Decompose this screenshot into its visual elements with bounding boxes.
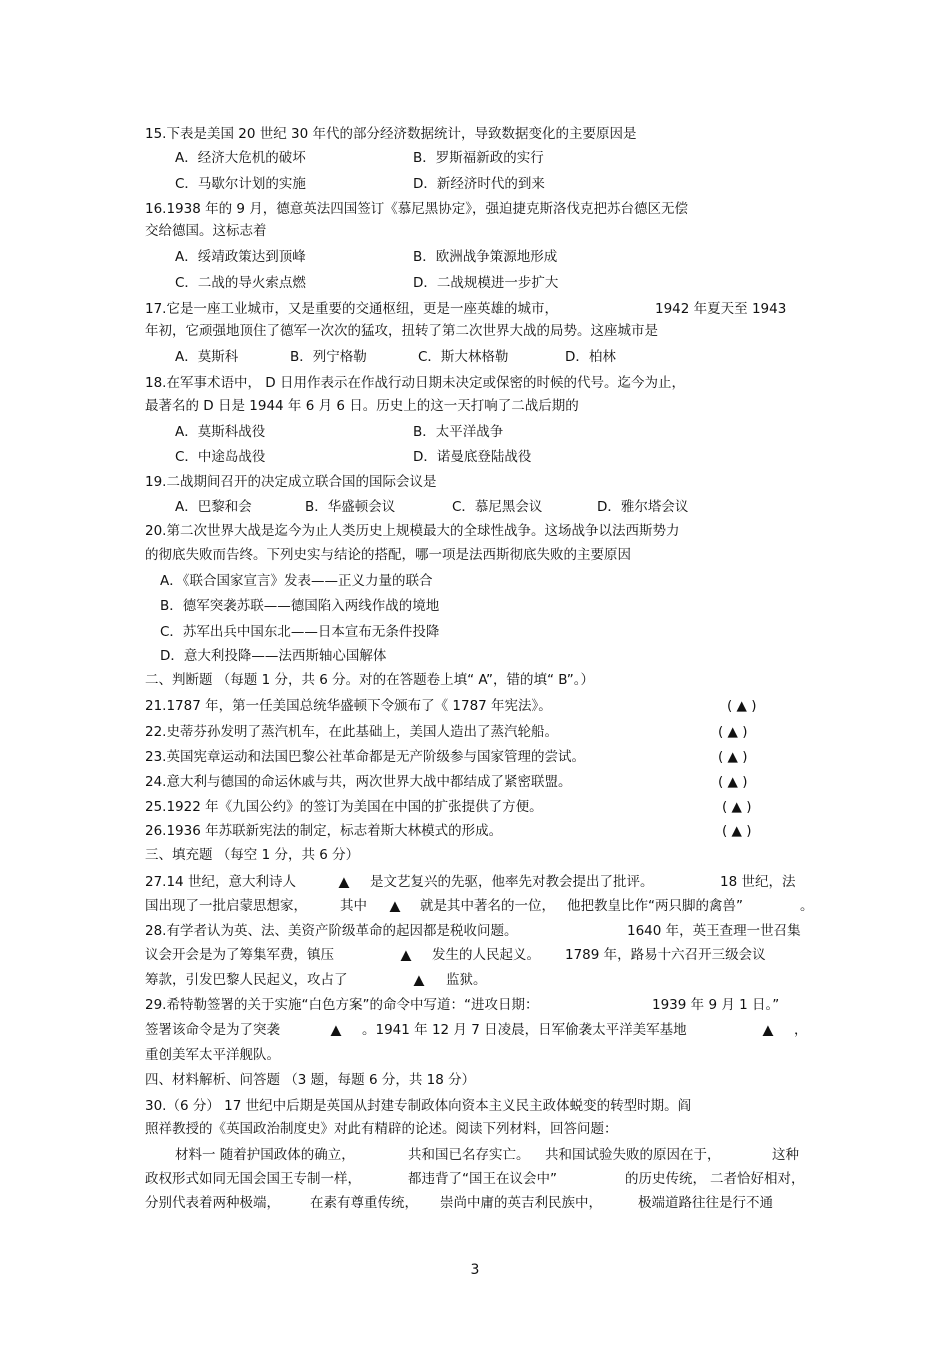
q29-line1-start: 29.希特勒签署的关于实施“白色方案”的命令中写道：“进攻日期： [145, 997, 539, 1013]
judge-answer-21: ( ▲ ) [727, 698, 757, 714]
q27-line2-which: 其中 [340, 898, 367, 914]
page-number: 3 [470, 1262, 480, 1278]
judge-item-25: 25.1922 年《九国公约》的签订为美国在中国的扩张提供了方便。 [145, 799, 543, 815]
q17-option-c: C．斯大林格勒 [418, 349, 509, 365]
q16-option-a: A．绥靖政策达到顶峰 [175, 249, 306, 265]
q28-line3-end: 监狱。 [446, 972, 487, 988]
q20-option-a: A．《联合国家宣言》发表——正义力量的联合 [160, 573, 433, 589]
q15-option-d: D．新经济时代的到来 [413, 176, 545, 192]
q16-stem-line1: 16.1938 年的 9 月，德意英法四国签订《慕尼黑协定》，强迫捷克斯洛伐克把苏台德区无偿 [145, 201, 689, 217]
q27-line2-start: 国出现了一批启蒙思想家， [145, 898, 307, 914]
q29-line1-end: 1939 年 9 月 1 日。” [652, 997, 780, 1013]
q30-line5-a: 分别代表着两种极端， [145, 1195, 280, 1211]
q17-stem-line2: 年初，它顽强地顶住了德军一次次的猛攻，扭转了第二次世界大战的局势。这座城市是 [145, 323, 658, 339]
q30-line1: 30.（6 分） 17 世纪中后期是英国从封建专制政体向资本主义民主政体蜕变的转型时期。阎 [145, 1098, 692, 1114]
section-heading-judgment: 二、判断题 （每题 1 分，共 6 分。对的在答题卷上填“ A”，错的填“ B”。） [145, 672, 595, 688]
q27-line1-mid: 是文艺复兴的先驱，他率先对教会提出了批评。 [370, 874, 654, 890]
q30-line3-c: 共和国试验失败的原因在于， [545, 1147, 721, 1163]
judge-item-22: 22.史蒂芬孙发明了蒸汽机车，在此基础上，美国人造出了蒸汽轮船。 [145, 724, 558, 740]
q27-line2-end: 。 [800, 898, 814, 914]
q15-stem: 15.下表是美国 20 世纪 30 年代的部分经济数据统计，导致数据变化的主要原因是 [145, 126, 637, 142]
q19-option-a: A．巴黎和会 [175, 499, 252, 515]
q27-line1-start: 27.14 世纪，意大利诗人 [145, 874, 296, 890]
q28-line2-start: 议会开会是为了筹集军费，镇压 [145, 947, 334, 963]
q15-option-b: B．罗斯福新政的实行 [413, 150, 544, 166]
q27-blank-1: ▲ [338, 874, 350, 890]
q29-blank-2: ▲ [762, 1022, 774, 1038]
q18-stem-line2: 最著名的 D 日是 1944 年 6 月 6 日。历史上的这一天打响了二战后期的 [145, 398, 579, 414]
q28-blank-2: ▲ [413, 972, 425, 988]
q29-line3: 重创美军太平洋舰队。 [145, 1047, 280, 1063]
q18-option-b: B．太平洋战争 [413, 424, 504, 440]
q18-stem-line1: 18.在军事术语中， D 日用作表示在作战行动日期未决定或保密的时候的代号。迄今为止， [145, 375, 685, 391]
q19-option-d: D．雅尔塔会议 [597, 499, 689, 515]
q30-line3-a: 材料一 随着护国政体的确立， [175, 1147, 355, 1163]
q20-stem-line2: 的彻底失败而告终。下列史实与结论的搭配，哪一项是法西斯彻底失败的主要原因 [145, 547, 631, 563]
q27-line2-quote: 他把教皇比作“两只脚的禽兽” [567, 898, 743, 914]
q30-line2: 照祥教授的《英国政治制度史》对此有精辟的论述。阅读下列材料，回答问题： [145, 1121, 618, 1137]
q28-line1-end: 1640 年，英王查理一世召集 [627, 923, 801, 939]
judge-item-23: 23.英国宪章运动和法国巴黎公社革命都是无产阶级参与国家管理的尝试。 [145, 749, 585, 765]
q19-option-b: B．华盛顿会议 [305, 499, 396, 515]
q29-line2-start: 签署该命令是为了突袭 [145, 1022, 280, 1038]
q18-option-c: C．中途岛战役 [175, 449, 266, 465]
judge-answer-26: ( ▲ ) [722, 823, 752, 839]
q28-blank-1: ▲ [400, 947, 412, 963]
q28-line2-end: 1789 年，路易十六召开三级会议 [565, 947, 766, 963]
q16-option-b: B．欧洲战争策源地形成 [413, 249, 558, 265]
q15-option-c: C．马歇尔计划的实施 [175, 176, 306, 192]
q27-line1-end: 18 世纪，法 [720, 874, 796, 890]
q30-line4-a: 政权形式如同无国会国王专制一样， [145, 1171, 361, 1187]
judge-answer-25: ( ▲ ) [722, 799, 752, 815]
q27-line2-mid: 就是其中著名的一位， [420, 898, 555, 914]
q19-option-c: C．慕尼黑会议 [452, 499, 543, 515]
q17-option-a: A．莫斯科 [175, 349, 239, 365]
q17-stem-line1: 17.它是一座工业城市，又是重要的交通枢纽，更是一座英雄的城市， [145, 301, 558, 317]
q17-stem-line1-years: 1942 年夏天至 1943 [655, 301, 787, 317]
judge-item-24: 24.意大利与德国的命运休戚与共，两次世界大战中都结成了紧密联盟。 [145, 774, 572, 790]
judge-item-21: 21.1787 年，第一任美国总统华盛顿下令颁布了《 1787 年宪法》。 [145, 698, 552, 714]
q18-option-d: D．诺曼底登陆战役 [413, 449, 532, 465]
q20-option-c: C．苏军出兵中国东北——日本宣布无条件投降 [160, 624, 440, 640]
q19-stem: 19.二战期间召开的决定成立联合国的国际会议是 [145, 474, 437, 490]
q28-line1-start: 28.有学者认为英、法、美资产阶级革命的起因都是税收问题。 [145, 923, 518, 939]
q17-option-b: B．列宁格勒 [290, 349, 367, 365]
q30-line4-d: 二者恰好相对， [710, 1171, 805, 1187]
judge-item-26: 26.1936 年苏联新宪法的制定，标志着斯大林模式的形成。 [145, 823, 503, 839]
q29-line2-mid: 。1941 年 12 月 7 日凌晨，日军偷袭太平洋美军基地 [362, 1022, 687, 1038]
judge-answer-24: ( ▲ ) [718, 774, 748, 790]
q30-line3-d: 这种 [772, 1147, 799, 1163]
judge-answer-23: ( ▲ ) [718, 749, 748, 765]
q27-blank-2: ▲ [389, 898, 401, 914]
q29-line2-end: ， [794, 1022, 808, 1038]
q30-line5-c: 崇尚中庸的英吉利民族中， [440, 1195, 602, 1211]
q30-line4-c: 的历史传统， [625, 1171, 706, 1187]
q29-blank-1: ▲ [330, 1022, 342, 1038]
judge-answer-22: ( ▲ ) [718, 724, 748, 740]
q30-line5-d: 极端道路往往是行不通 [638, 1195, 773, 1211]
section-heading-fill: 三、填充题 （每空 1 分，共 6 分） [145, 847, 360, 863]
q20-option-b: B．德军突袭苏联——德国陷入两线作战的境地 [160, 598, 440, 614]
q17-option-d: D．柏林 [565, 349, 616, 365]
q20-option-d: D．意大利投降——法西斯轴心国解体 [160, 648, 387, 664]
q16-option-d: D．二战规模进一步扩大 [413, 275, 559, 291]
q30-line3-b: 共和国已名存实亡。 [408, 1147, 530, 1163]
q16-option-c: C．二战的导火索点燃 [175, 275, 306, 291]
q20-stem-line1: 20.第二次世界大战是迄今为止人类历史上规模最大的全球性战争。这场战争以法西斯势力 [145, 523, 680, 539]
q18-option-a: A．莫斯科战役 [175, 424, 266, 440]
q28-line2-mid: 发生的人民起义。 [432, 947, 540, 963]
section-heading-material: 四、材料解析、问答题 （3 题，每题 6 分，共 18 分） [145, 1072, 476, 1088]
q30-line5-b: 在素有尊重传统， [310, 1195, 418, 1211]
q16-stem-line2: 交给德国。这标志着 [145, 223, 267, 239]
q28-line3-start: 筹款，引发巴黎人民起义，攻占了 [145, 972, 348, 988]
q15-option-a: A．经济大危机的破坏 [175, 150, 306, 166]
q30-line4-b: 都违背了“国王在议会中” [408, 1171, 557, 1187]
